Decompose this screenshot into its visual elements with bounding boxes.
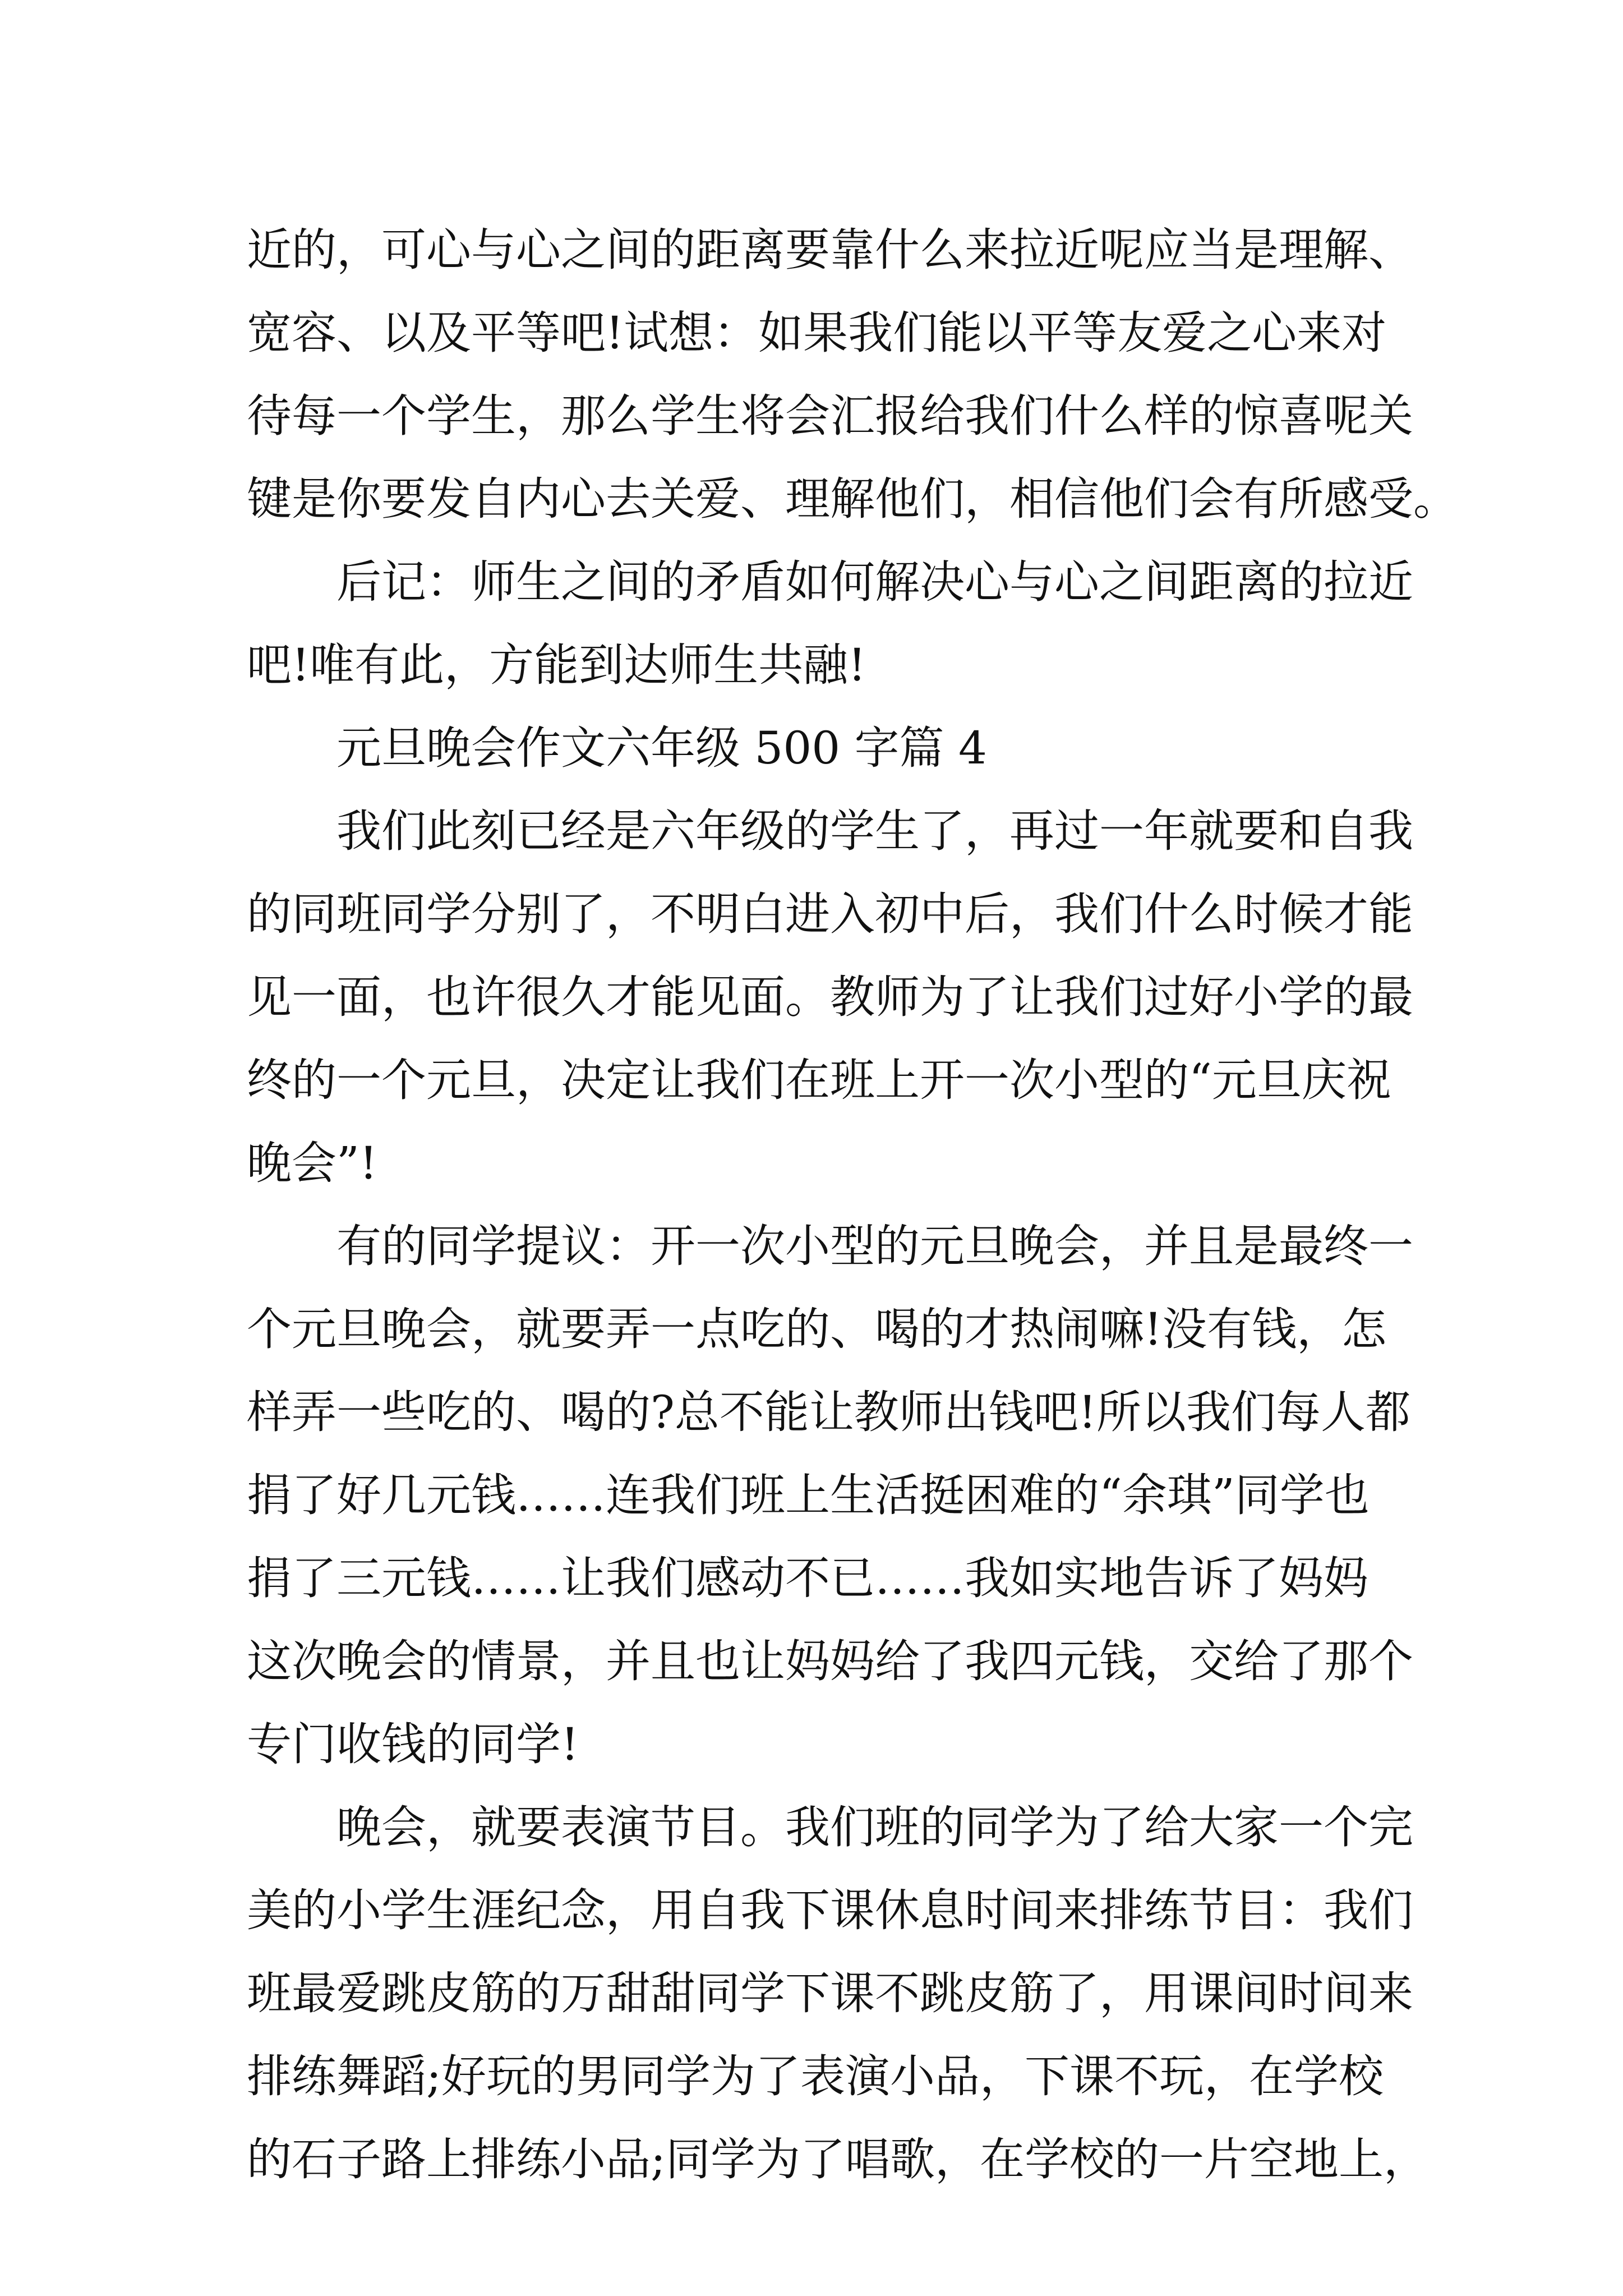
text-line-16: 捐了好几元钱……连我们班上生活挺困难的“余琪”同学也 — [247, 1469, 1370, 1521]
text-line-20: 晚会，就要表演节目。我们班的同学为了给大家一个完 — [336, 1801, 1413, 1853]
text-line-15: 样弄一些吃的、喝的?总不能让教师出钱吧!所以我们每人都 — [247, 1386, 1411, 1438]
text-line-23: 排练舞蹈;好玩的男同学为了表演小品，下课不玩，在学校 — [247, 2050, 1384, 2102]
text-line-24: 的石子路上排练小品;同学为了唱歌，在学校的一片空地上， — [247, 2133, 1428, 2185]
text-line-4: 键是你要发自内心去关爱、理解他们，相信他们会有所感受。 — [247, 473, 1458, 525]
text-line-11: 终的一个元旦，决定让我们在班上开一次小型的“元旦庆祝 — [247, 1054, 1391, 1106]
section-heading: 元旦晚会作文六年级 500 字篇 4 — [336, 722, 987, 774]
text-line-5: 后记：师生之间的矛盾如何解决心与心之间距离的拉近 — [336, 556, 1413, 608]
text-line-22: 班最爱跳皮筋的万甜甜同学下课不跳皮筋了，用课间时间来 — [247, 1967, 1413, 2019]
text-line-21: 美的小学生涯纪念，用自我下课休息时间来排练节目：我们 — [247, 1884, 1413, 1936]
text-line-6: 吧!唯有此，方能到达师生共融! — [247, 639, 866, 691]
text-line-2: 宽容、以及平等吧!试想：如果我们能以平等友爱之心来对 — [247, 307, 1387, 359]
text-line-13: 有的同学提议：开一次小型的元旦晚会，并且是最终一 — [336, 1220, 1413, 1272]
text-line-9: 的同班同学分别了，不明白进入初中后，我们什么时候才能 — [247, 888, 1413, 940]
text-line-3: 待每一个学生，那么学生将会汇报给我们什么样的惊喜呢关 — [247, 390, 1413, 442]
text-line-18: 这次晚会的情景，并且也让妈妈给了我四元钱，交给了那个 — [247, 1635, 1413, 1687]
text-line-17: 捐了三元钱……让我们感动不已……我如实地告诉了妈妈 — [247, 1552, 1368, 1604]
text-line-12: 晚会”! — [247, 1137, 378, 1189]
text-line-8: 我们此刻已经是六年级的学生了，再过一年就要和自我 — [336, 805, 1413, 857]
essay-text — [247, 209, 1458, 2201]
text-line-19: 专门收钱的同学! — [247, 1718, 579, 1770]
text-line-14: 个元旦晚会，就要弄一点吃的、喝的才热闹嘛!没有钱，怎 — [247, 1303, 1387, 1355]
text-line-1: 近的，可心与心之间的距离要靠什么来拉近呢应当是理解、 — [247, 224, 1413, 276]
text-line-10: 见一面，也许很久才能见面。教师为了让我们过好小学的最 — [247, 971, 1413, 1023]
